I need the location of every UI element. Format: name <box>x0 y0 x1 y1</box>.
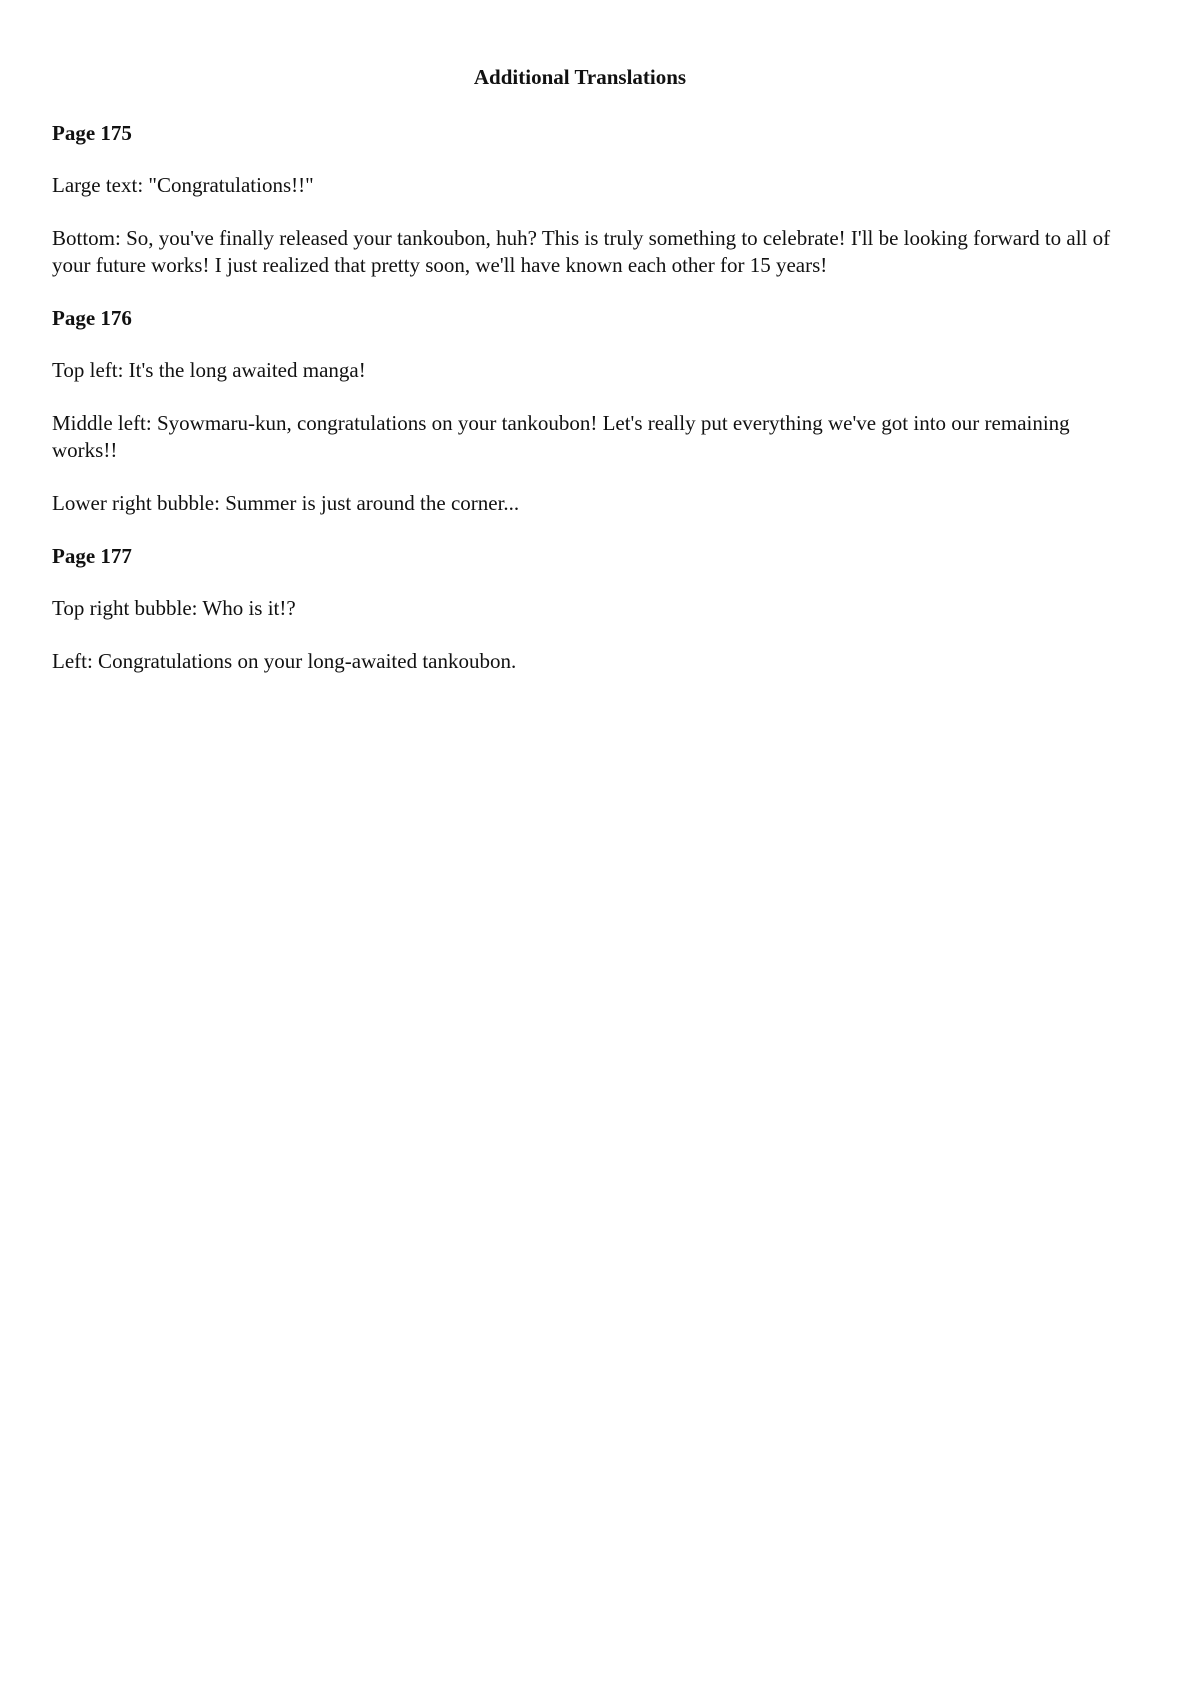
translations-body <box>52 120 1132 701</box>
translation-entry: Large text: "Congratulations!!" <box>52 173 314 197</box>
translation-entry: Lower right bubble: Summer is just around the corner... <box>52 491 520 515</box>
section-heading: Page 177 <box>52 544 132 568</box>
document-title: Additional Translations <box>473 65 687 89</box>
section-page-177 <box>52 543 1132 675</box>
translation-entry: Middle left: Syowmaru-kun, congratulations on your tankoubon! Let's really put everything we've got into our remaining works!! <box>52 411 1070 462</box>
section-page-176 <box>52 305 1132 517</box>
section-heading: Page 175 <box>52 121 132 145</box>
translation-entry: Top left: It's the long awaited manga! <box>52 358 366 382</box>
translation-entry: Top right bubble: Who is it!? <box>52 596 296 620</box>
section-heading: Page 176 <box>52 306 132 330</box>
section-page-175 <box>52 120 1132 279</box>
translation-entry: Bottom: So, you've finally released your tankoubon, huh? This is truly something to celebrate! I'll be looking forward to all of your future works! I just realized that pretty soon, we'll have known each other for 15 years! <box>52 226 1111 277</box>
translation-entry: Left: Congratulations on your long-awaited tankoubon. <box>52 649 517 673</box>
